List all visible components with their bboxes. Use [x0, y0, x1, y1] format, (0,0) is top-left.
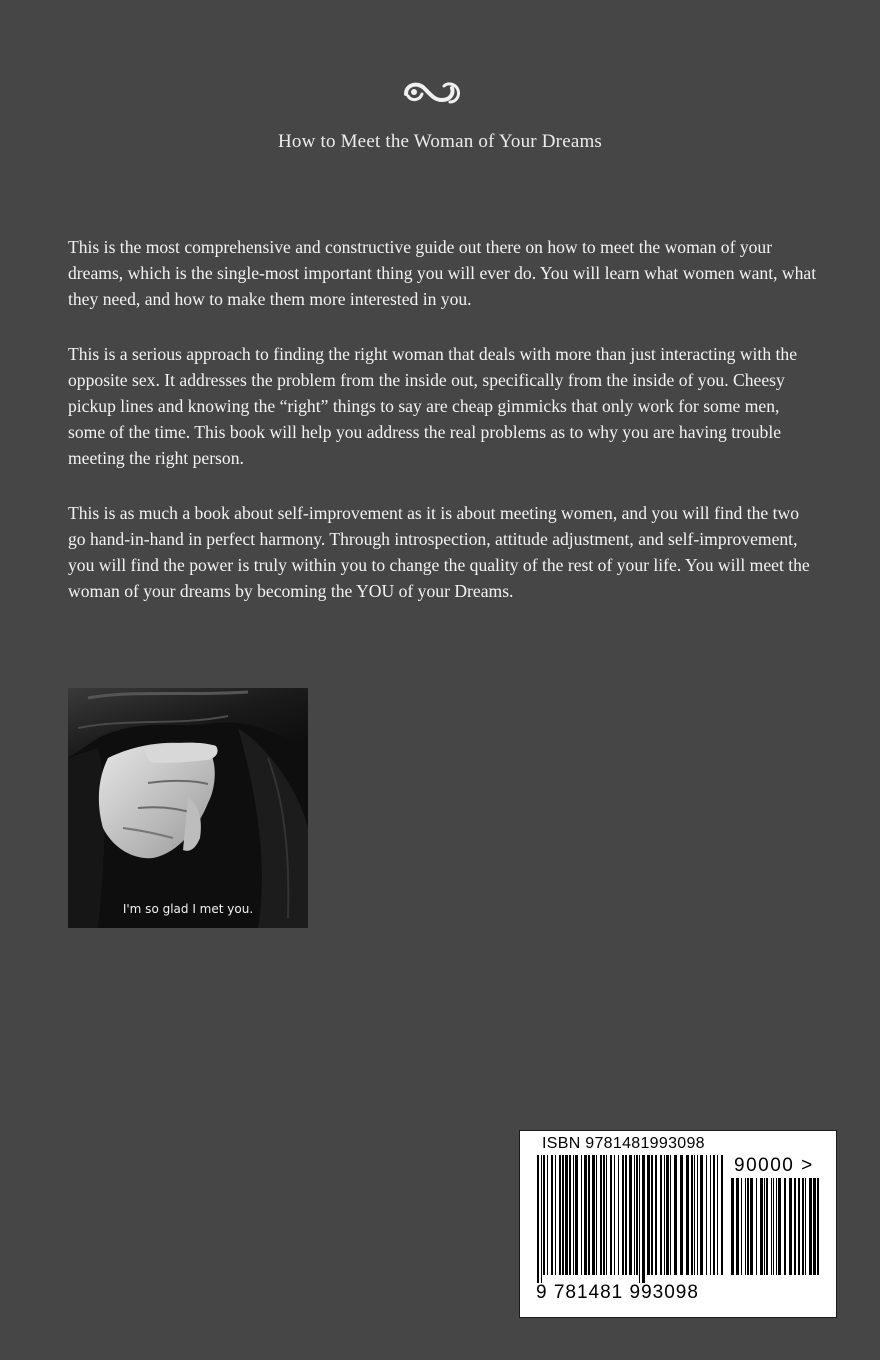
barcode-bar: [651, 1155, 653, 1275]
barcode-bar: [809, 1178, 812, 1275]
barcode-bar: [666, 1155, 669, 1275]
barcode-bar: [547, 1155, 548, 1275]
barcode-bar: [731, 1178, 734, 1275]
photo-caption: I'm so glad I met you.: [122, 902, 254, 916]
barcode-bar: [802, 1178, 804, 1275]
barcode-bar: [713, 1155, 715, 1275]
barcode-bar: [686, 1155, 689, 1275]
barcode-bar: [773, 1178, 774, 1275]
description-paragraph: This is a serious approach to finding the right woman that deals with more than just interacting with the opposite sex. It addresses the problem from the inside out, specifically from the inside of you. Cheesy pickup lines and knowing the “right” things to say are cheap gimmicks that only work for some men, some of the time. This book will help you address the real problems as to why you are having trouble meeting the right person.: [68, 343, 798, 469]
barcode-bar: [622, 1155, 624, 1275]
barcode-bar: [760, 1178, 763, 1275]
barcode-bar: [817, 1178, 819, 1275]
barcode-bar: [543, 1155, 545, 1275]
barcode-bar: [798, 1178, 800, 1275]
barcode-bar: [710, 1155, 711, 1275]
barcode-bar: [569, 1155, 571, 1275]
barcode-bar: [592, 1155, 595, 1275]
barcode-bar: [575, 1155, 578, 1275]
barcode-bar: [789, 1178, 792, 1275]
barcode-bar: [629, 1155, 632, 1275]
barcode-bar: [600, 1155, 602, 1275]
barcode-bar: [674, 1155, 677, 1275]
barcode-bar: [603, 1155, 605, 1275]
description-paragraph: This is as much a book about self-improvement as it is about meeting women, and you will find the two go hand-in-hand in perfect harmony. Through introspection, attitude adjustment, and self-improvement, you will find the power is truly within you to change the quality of the rest of your life. You will meet the woman of your dreams by becoming the YOU of your Dreams.: [68, 502, 810, 602]
barcode-bar: [551, 1155, 553, 1275]
barcode-bar: [784, 1178, 786, 1275]
book-title: How to Meet the Woman of Your Dreams: [277, 131, 603, 152]
barcode-bar: [694, 1155, 695, 1275]
barcode-bar: [697, 1155, 698, 1275]
barcode-bar: [778, 1178, 781, 1275]
barcode-bar: [700, 1155, 703, 1275]
ean13-bars: [537, 1155, 727, 1283]
barcode-bar: [581, 1155, 582, 1275]
barcode-bar: [573, 1155, 574, 1275]
barcode-bar: [766, 1178, 768, 1275]
holding-hands-image: [68, 688, 308, 928]
barcode-bar: [596, 1155, 597, 1275]
barcode-bar: [636, 1155, 638, 1275]
barcode-bar: [647, 1155, 650, 1275]
barcode-bar: [776, 1178, 777, 1275]
barcode-bar: [747, 1178, 749, 1275]
barcode-bar: [805, 1178, 806, 1275]
barcode-bar: [764, 1178, 765, 1275]
barcode-bar: [610, 1155, 612, 1275]
barcode-bar: [771, 1178, 772, 1275]
barcode-bar: [794, 1178, 796, 1275]
barcode-bar: [614, 1155, 615, 1275]
barcode-bar: [537, 1155, 539, 1283]
book-description: [68, 234, 818, 632]
barcode-bar: [606, 1155, 607, 1275]
barcode-bar: [680, 1155, 683, 1275]
barcode-bar: [588, 1155, 590, 1275]
price-addon-bars: [731, 1178, 821, 1283]
barcode-bar: [559, 1155, 561, 1275]
isbn-label: ISBN 9781481993098: [542, 1135, 705, 1152]
isbn-barcode: [519, 1130, 837, 1318]
barcode-bar: [756, 1178, 757, 1275]
barcode-bar: [670, 1155, 671, 1275]
barcode-bar: [639, 1155, 640, 1283]
barcode-bar: [618, 1155, 619, 1275]
barcode-bar: [691, 1155, 693, 1275]
price-code: 90000 >: [734, 1155, 814, 1176]
barcode-bar: [750, 1178, 753, 1275]
barcode-bar: [717, 1155, 718, 1275]
barcode-bar: [721, 1155, 723, 1275]
barcode-bar: [745, 1178, 746, 1275]
description-paragraph: This is the most comprehensive and constructive guide out there on how to meet the woman of your dreams, which is the single-most important thing you will ever do. You will learn what women want, what they need, and how to make them more interested in you.: [68, 237, 817, 310]
isbn-digits: 9 781481 993098: [536, 1282, 699, 1303]
barcode-bar: [660, 1155, 662, 1275]
barcode-bar: [642, 1155, 645, 1283]
decorative-flourish-icon: [400, 76, 464, 108]
barcode-bar: [625, 1155, 627, 1275]
barcode-bar: [813, 1178, 816, 1275]
barcode-bar: [565, 1155, 568, 1275]
barcode-bar: [706, 1155, 707, 1275]
barcode-bar: [736, 1178, 739, 1275]
barcode-bar: [555, 1155, 556, 1275]
barcode-bar: [584, 1155, 587, 1275]
barcode-bar: [664, 1155, 665, 1275]
barcode-bar: [655, 1155, 657, 1275]
barcode-bar: [741, 1178, 742, 1275]
barcode-bar: [541, 1155, 542, 1283]
barcode-bar: [634, 1155, 635, 1275]
barcode-bar: [562, 1155, 564, 1275]
